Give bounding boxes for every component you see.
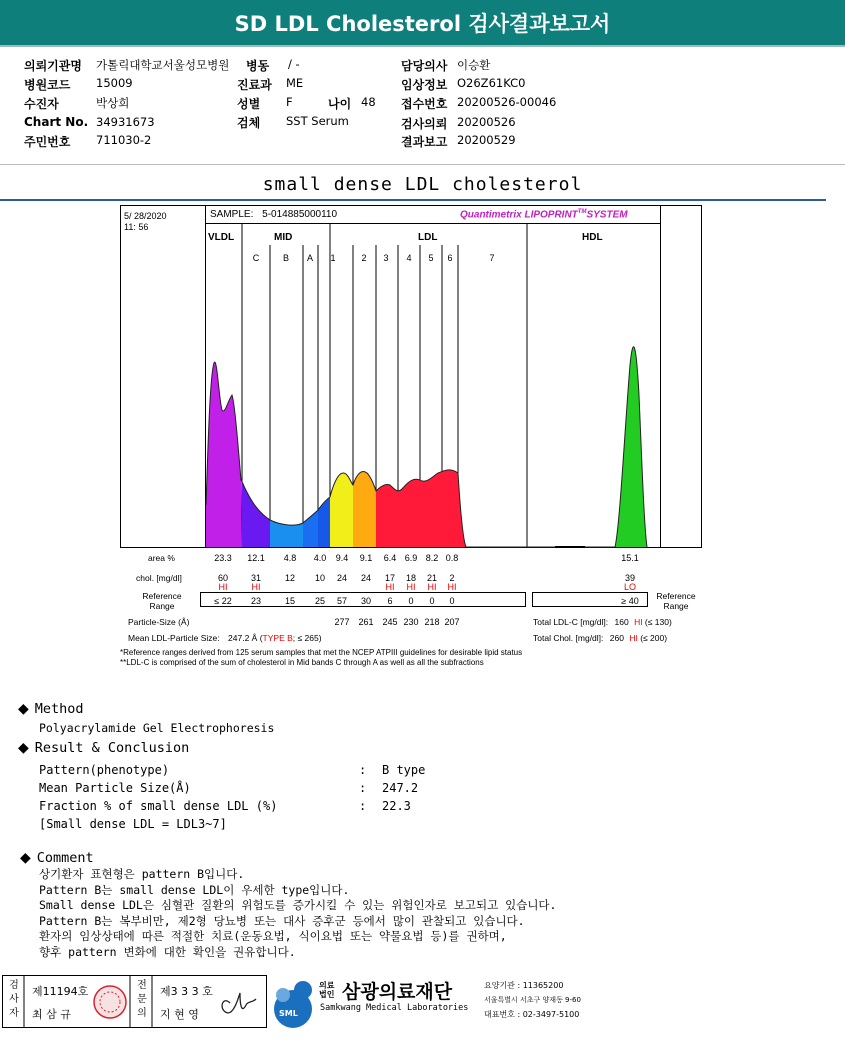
request-value: 20200526 [457,115,516,129]
area-value: 4.0 [313,553,327,563]
institution-value: 가톨릭대학교서울성모병원 [96,58,230,72]
chol-value: 31 [250,573,261,583]
result-note: [Small dense LDL = LDL3~7] [39,817,227,831]
comment-heading [20,850,94,866]
ldl3-7-peak [376,470,458,547]
particle-value: 261 [358,617,374,627]
sex-label: 성별 [237,97,261,111]
org-phone: 대표번호 : 02-3497-5100 [484,1010,580,1019]
area-value: 8.2 [425,553,439,563]
seal-icon [94,986,126,1018]
band-label: 1 [330,253,336,263]
hospital-code-value: 15009 [96,76,133,90]
org-name: 삼광의료재단 [342,981,453,1003]
rrn-label: 주민번호 [24,135,71,149]
brand-suffix: SYSTEM [586,209,628,221]
total-ldl-value: 160 [614,617,629,627]
diamond-icon: ◆ [18,740,29,756]
comment-line: 향후 pattern 변화에 대한 확인을 권유합니다. [39,944,296,959]
dept-label: 진료과 [237,78,272,92]
comment-heading-text: Comment [36,850,94,866]
footnote-1: *Reference ranges derived from 125 serum samples that met the NCEP ATPIII guidelines for desirable lipid status [120,648,523,657]
ref-value: 15 [284,596,295,606]
result-heading [18,740,189,756]
section-title: small dense LDL cholesterol [262,174,583,195]
sample-value: 5-014885000110 [262,209,338,220]
sample-id [210,209,337,220]
specimen-label: 검체 [237,116,261,130]
clinical-value: O26Z61KC0 [457,76,526,90]
group-ldl: LDL [418,232,438,243]
particle-label: Particle-Size (Å) [128,617,190,627]
total-ldl: Total LDL-C [mg/dl]: 160 HI (≤ 130) [533,617,672,627]
mean-value: 247.2 Å [228,633,258,643]
mean-type: TYPE B [262,633,293,643]
receipt-value: 20200526-00046 [457,95,557,109]
ref-value: 25 [314,596,325,606]
chol-value: 60 [217,573,228,583]
ref-value: 0 [408,596,414,606]
band-label: 7 [489,253,495,263]
ref-value: 0 [429,596,435,606]
particle-value: 277 [334,617,350,627]
org-code: 요양기관 : 11365200 [484,981,564,990]
flag-value: HI [427,582,437,592]
result-value: 247.2 [382,781,419,795]
comment-line: Pattern B는 small dense LDL이 우세한 type입니다. [39,882,350,897]
chol-value: 24 [360,573,371,583]
area-value: 12.1 [247,553,265,563]
report-title: SD LDL Cholesterol 검사결과보고서 [0,0,845,47]
ref-value: ≤ 22 [214,596,232,606]
logo-text: SML [279,1009,298,1018]
total-chol: Total Chol. [mg/dl]: 260 HI (≤ 200) [533,633,668,643]
band-label: 2 [361,253,367,263]
area-value: 15.1 [621,553,639,563]
result-sep: : [359,799,367,813]
comment-line: 상기환자 표현형은 pattern B입니다. [39,867,245,881]
chol-value: 12 [284,573,295,583]
chol-value: 2 [449,573,455,583]
comment-line: Pattern B는 복부비만, 제2형 당뇨병 또는 대사 증후군 등에서 많이 관찰되고 있습니다. [39,913,525,928]
ref-value: 6 [387,596,393,606]
ref-value: 0 [449,596,455,606]
diamond-icon: ◆ [18,701,29,717]
receipt-label: 접수번호 [401,97,448,111]
footnote-2: **LDL-C is comprised of the sum of cholesterol in Mid bands C through A as well as all the subfractions [120,658,484,667]
band-label: B [282,253,289,263]
specialist-name: 지 현 영 [160,1008,199,1021]
patient-info [0,49,845,165]
chart-no-label: Chart No. [24,115,89,129]
age-value: 48 [361,95,376,109]
total-ldl-flag: HI [634,617,643,627]
report-date: 5/ 28/2020 [124,211,167,221]
chol-value: 21 [426,573,437,583]
area-value: 23.3 [214,553,232,563]
mid-b-peak [270,520,303,547]
lipoprint-report [120,205,702,670]
result-date-value: 20200529 [457,133,516,147]
result-value: 22.3 [382,799,411,813]
brand-tm: TM [577,209,587,215]
diamond-icon: ◆ [20,850,31,866]
org-en: Samkwang Medical Laboratories [320,1003,469,1013]
flag-value: LO [623,582,636,592]
ref-value: 30 [360,596,371,606]
chol-value: 24 [336,573,347,583]
electrophoresis-trace [206,347,647,547]
band-label: 5 [428,253,434,263]
report-time: 11: 56 [124,222,149,232]
footer [0,973,845,1033]
examinee-value: 박상희 [96,96,130,110]
mean-ref: ≤ 265 [297,633,319,643]
chol-value: 10 [314,573,325,583]
specimen-value: SST Serum [286,114,349,128]
total-chol-label: Total Chol. [mg/dl]: [533,633,604,643]
signature-icon [222,993,256,1013]
chol-value: 18 [405,573,416,583]
report-datetime [124,211,167,233]
result-label: Fraction % of small dense LDL (%) [39,799,278,813]
ref-label-right: Reference Range [656,591,696,611]
flag-value: HI [385,582,395,592]
area-value: 9.4 [335,553,349,563]
area-value: 6.4 [383,553,397,563]
total-chol-ref: ≤ 200 [643,633,665,643]
request-label: 검사의뢰 [401,117,448,131]
clinical-label: 임상정보 [401,78,448,92]
institution-label: 의뢰기관명 [24,59,82,73]
examiner-no: 제11194호 [32,985,89,998]
chol-label: chol. [mg/dl] [136,573,182,583]
particle-value: 230 [403,617,419,627]
examiner-label: 검사자 [9,980,19,1019]
area-value: 9.1 [359,553,373,563]
doctor-label: 담당의사 [401,59,448,73]
comment-line: 환자의 임상상태에 따른 적절한 치료(운동요법, 식이요법 또는 약물요법 등)를 권하며, [39,929,507,943]
result-sep: : [359,781,367,795]
group-hdl: HDL [582,232,603,243]
total-ldl-ref: ≤ 130 [647,617,669,627]
result-label: Mean Particle Size(Å) [39,781,191,795]
ref-value: ≥ 40 [621,596,639,606]
brand-name: Quantimetrix LIPOPRINT [460,209,578,221]
ref-label: Reference Range [142,591,182,611]
specialist-no: 제3 3 3 호 [160,985,213,998]
method-text: Polyacrylamide Gel Electrophoresis [39,721,275,735]
band-label: C [252,253,260,263]
band-label: 4 [406,253,412,263]
method-heading [18,701,84,717]
result-heading-text: Result & Conclusion [34,740,190,756]
area-value: 0.8 [445,553,459,563]
ward-label: 병동 [246,59,270,73]
flag-value: HI [218,582,228,592]
dept-value: ME [286,76,304,90]
mid-a2-peak [318,497,330,547]
doctor-value: 이승환 [457,58,491,72]
area-value: 6.9 [404,553,418,563]
examiner-name: 최 삼 규 [32,1008,71,1021]
particle-value: 245 [382,617,398,627]
flag-value: HI [251,582,261,592]
chol-value: 17 [384,573,395,583]
band-label: 6 [447,253,453,263]
age-label: 나이 [328,97,352,111]
result-date-label: 결과보고 [401,135,448,149]
hdl-peak [615,347,647,547]
result-value: B type [382,763,426,777]
area-value: 4.8 [283,553,297,563]
method-heading-text: Method [34,701,84,717]
sex-value: F [286,95,293,109]
band-label: 3 [383,253,389,263]
group-mid: MID [274,232,293,243]
chart-no-value: 34931673 [96,115,155,129]
flag-value: HI [447,582,457,592]
ref-value: 57 [336,596,347,606]
brand-logo [460,209,628,220]
mean-size: Mean LDL-Particle Size: 247.2 Å (TYPE B; ≤ 265) [128,633,322,643]
flag-value: HI [406,582,416,592]
band-label: A [306,253,313,263]
result-sep: : [359,763,367,777]
examinee-label: 수진자 [24,97,59,111]
specialist-label: 전문의 [137,980,147,1019]
rrn-value: 711030-2 [96,133,152,147]
total-chol-flag: HI [629,633,638,643]
chol-value: 39 [624,573,635,583]
ref-value: 23 [250,596,261,606]
particle-value: 218 [424,617,440,627]
total-ldl-label: Total LDL-C [mg/dl]: [533,617,609,627]
result-label: Pattern(phenotype) [39,763,170,777]
total-chol-value: 260 [609,633,624,643]
org-address: 서울특별시 서초구 양재동 9-60 [484,996,581,1004]
group-vldl: VLDL [208,232,235,243]
mean-label: Mean LDL-Particle Size: [128,633,220,643]
area-label: area % [148,553,175,563]
hospital-code-label: 병원코드 [24,78,71,92]
org-prefix: 의료법인 [319,981,335,999]
ward-value: / - [288,57,300,71]
section-divider [0,199,826,201]
mid-a-peak [303,510,318,547]
comment-line: Small dense LDL은 심혈관 질환의 위험도를 증가시킬 수 있는 위험인자로 보고되고 있습니다. [39,898,557,912]
particle-value: 207 [444,617,460,627]
sample-label: SAMPLE: [210,209,254,220]
